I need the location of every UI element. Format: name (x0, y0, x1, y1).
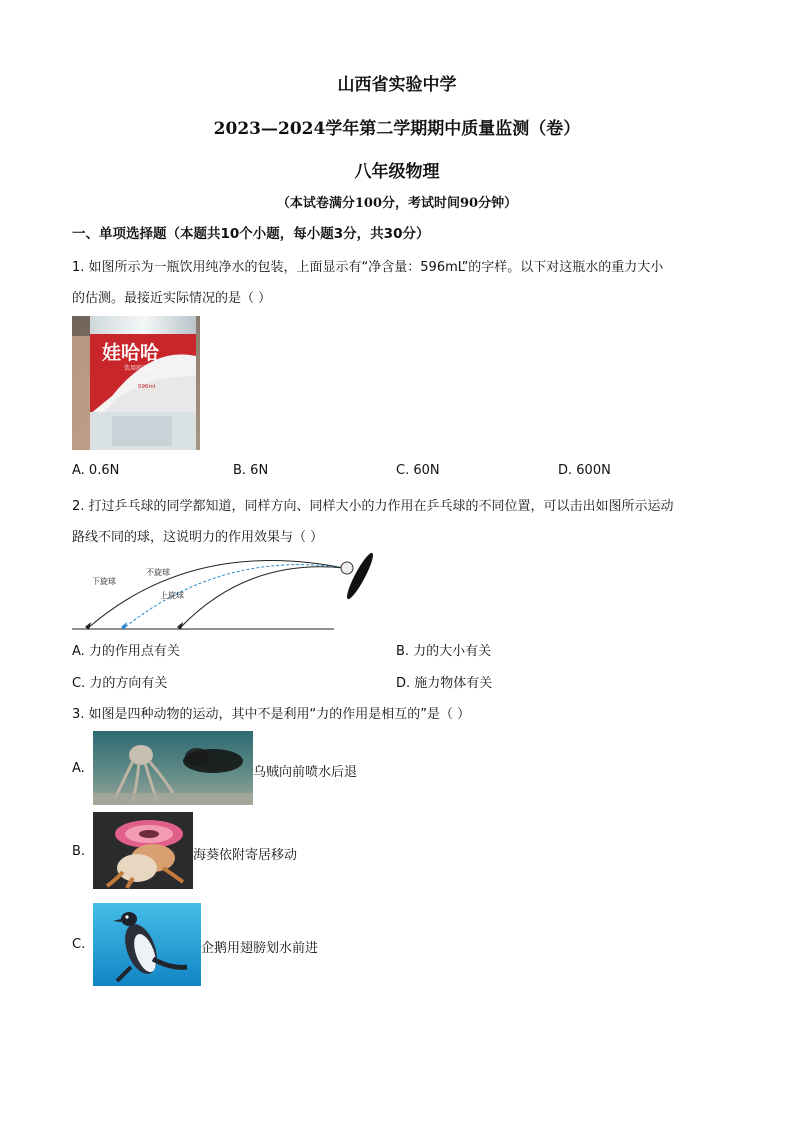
water-bottle-drawing (72, 316, 200, 450)
q3-option-a-letter[interactable]: A. (72, 761, 85, 776)
q1-option-a[interactable]: A. 0.6N (72, 463, 120, 478)
trajectory-drawing (72, 548, 382, 634)
q1-option-c[interactable]: C. 60N (396, 463, 440, 478)
label-backspin: 下旋球 (92, 577, 116, 586)
label-nospin: 不旋球 (146, 568, 170, 577)
q1-option-b[interactable]: B. 6N (233, 463, 269, 478)
q1-stem-line2: 的估测。最接近实际情况的是（ ） (72, 291, 272, 306)
squid-image (93, 731, 253, 805)
penguin-drawing (93, 903, 201, 986)
anemone-crab-image (93, 812, 193, 889)
exam-title: 2023—2024学年第二学期期中质量监测（卷） (213, 119, 581, 139)
school-name: 山西省实验中学 (337, 75, 457, 95)
subject-title: 八年级物理 (354, 162, 440, 182)
exam-note: （本试卷满分100分，考试时间90分钟） (276, 196, 518, 211)
q1-option-d[interactable]: D. 600N (558, 463, 611, 478)
bottle-sub-label: 饮用纯净水 (124, 365, 155, 372)
water-bottle-image (72, 316, 200, 450)
ping-pong-ball (341, 562, 353, 574)
q2-option-b[interactable]: B. 力的大小有关 (396, 644, 492, 659)
q3-option-a-text[interactable]: 乌贼向前喷水后退 (253, 765, 358, 780)
q2-stem-line1: 2. 打过乒乓球的同学都知道，同样方向、同样大小的力作用在乒乓球的不同位置，可以击出如图所示运动 (72, 499, 674, 514)
trajectory-topspin (180, 567, 344, 628)
q3-stem: 3. 如图是四种动物的运动，其中不是利用“力的作用是相互的”是（ ） (72, 707, 471, 722)
paddle (343, 551, 376, 602)
q3-option-b-text[interactable]: 海葵依附寄居移动 (193, 848, 298, 863)
ping-pong-diagram (72, 548, 382, 634)
q2-option-d[interactable]: D. 施力物体有关 (396, 676, 493, 691)
squid-drawing (93, 731, 253, 805)
q1-stem-line1: 1. 如图所示为一瓶饮用纯净水的包装，上面显示有“净含量：596mL”的字样。以下对这瓶水的重力大小 (72, 260, 664, 275)
trajectory-backspin (88, 561, 344, 629)
bottle-brand-label: 娃哈哈 (102, 342, 160, 364)
bottle-volume-label: 596ml (138, 384, 156, 390)
q2-stem-line2: 路线不同的球，这说明力的作用效果与（ ） (72, 530, 324, 545)
label-topspin: 上旋球 (160, 591, 184, 600)
section-title: 一、单项选择题（本题共10个小题，每小题3分，共30分） (72, 226, 430, 242)
anemone-drawing (93, 812, 193, 889)
q2-option-c[interactable]: C. 力的方向有关 (72, 676, 168, 691)
q3-option-c-text[interactable]: 企鹅用翅膀划水前进 (201, 941, 319, 956)
penguin-image (93, 903, 201, 986)
q3-option-c-letter[interactable]: C. (72, 937, 86, 952)
q2-option-a[interactable]: A. 力的作用点有关 (72, 644, 180, 659)
q3-option-b-letter[interactable]: B. (72, 844, 86, 859)
